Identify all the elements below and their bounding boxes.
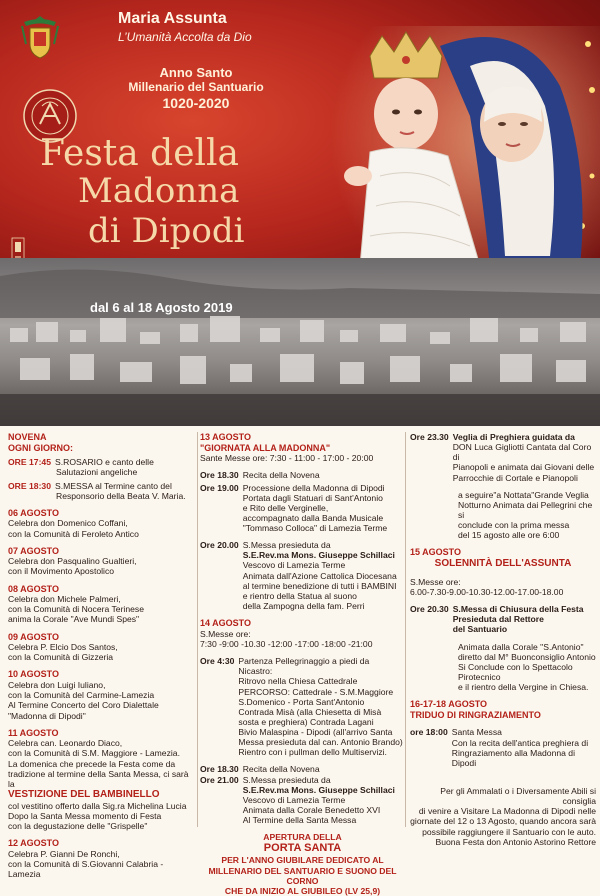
- event-text: DON Luca Gigliotti Cantata dal Coro di: [452, 442, 592, 463]
- event-text: Salutazioni angeliche: [56, 467, 138, 478]
- masses-label: S.Messe ore:: [200, 628, 251, 639]
- festival-dates: dal 6 al 18 Agosto 2019: [90, 300, 233, 315]
- event-item: [200, 656, 405, 757]
- masses-line: Sante Messe ore: 7:30 - 11:00 - 17:00 - 20:00: [200, 453, 374, 464]
- time-label: ORE 18:30: [8, 480, 51, 491]
- day-entry: [8, 669, 196, 720]
- hero-title-block: [118, 10, 318, 44]
- event-text: Animata dalla Corale Benedetto XVI: [242, 805, 381, 816]
- masses-line: 7:30 -9:00 -10.30 -12:00 -17:00 -18:00 -21:00: [200, 638, 373, 649]
- event-text: S.Messa presieduta da: [242, 540, 331, 551]
- hero-subtitle: L’Umanità Accolta da Dio: [118, 30, 252, 44]
- event-text: "Tommaso Colloca" di Lamezia Terme: [242, 523, 388, 534]
- event-item: [200, 775, 405, 826]
- event-text: Veglia di Preghiera guidata da: [452, 432, 575, 442]
- holy-year-block: [96, 66, 296, 111]
- event-text: della Zampogna della fam. Perri: [242, 601, 365, 612]
- event-text: S.ROSARIO e canto delle: [55, 457, 154, 468]
- festa-line-1: Festa della: [40, 133, 240, 174]
- time-label: Ore 4:30: [200, 656, 235, 667]
- note-line: Per gli Ammalati o i Diversamente Abili si consiglia: [440, 786, 596, 807]
- novena-heading: NOVENA: [8, 432, 47, 442]
- day-line: con la Comunità del Carmine-Lamezia: [8, 690, 155, 701]
- event-text: accompagnato dalla Banda Musicale: [242, 512, 384, 523]
- day-line: Celebra P. Elcio Dos Santos,: [8, 642, 118, 653]
- day-line: Al Termine Concerto del Coro Dialettale: [8, 700, 159, 711]
- porta-line: CHE DA INIZIO AL GIUBILEO (LV 25,9): [224, 885, 381, 896]
- event-text: Al Termine della Santa Messa: [242, 815, 357, 826]
- day-date: 10 AGOSTO: [8, 669, 60, 680]
- time-label: ORE 17:45: [8, 457, 51, 468]
- event-text: al termine benedizione di tutti i BAMBINI: [242, 580, 397, 591]
- millennium-label: Millenario del Santuario: [128, 79, 264, 94]
- masses-label: S.Messe ore:: [410, 576, 461, 587]
- event-text: PERCORSO: Cattedrale - S.M.Maggiore: [238, 686, 394, 697]
- event-text: Partenza Pellegrinaggio a piedi da Nicastro:: [238, 656, 370, 677]
- porta-santa-heading: PORTA SANTA: [263, 842, 342, 855]
- event-text: S.E.Rev.ma Mons. Giuseppe Schillaci: [242, 550, 395, 561]
- event-item: [410, 727, 596, 768]
- event-text: Parrocchie di Cortale e Pianopoli: [452, 472, 578, 483]
- day-line: con la Comunità di Feroleto Antico: [8, 528, 139, 539]
- event-text: del 15 agosto alle ore 6:00: [458, 530, 560, 541]
- day-date: 08 AGOSTO: [8, 583, 60, 594]
- day-date: 09 AGOSTO: [8, 631, 60, 642]
- day-line: Celebra don Luigi Iuliano,: [8, 680, 106, 691]
- event-text: S.Messa presieduta da: [242, 774, 331, 785]
- giornata-heading: "GIORNATA ALLA MADONNA": [200, 442, 331, 453]
- day-entry: [8, 584, 196, 625]
- time-label: Ore 19.00: [200, 482, 239, 493]
- event-text: Vescovo di Lamezia Terme: [242, 560, 346, 571]
- town-buildings-icon: [0, 258, 600, 426]
- event-text: S.Messa di Chiusura della Festa: [452, 604, 584, 615]
- event-text: Rientro con i pullman dello Multiservizi.: [238, 747, 387, 758]
- event-text: e rientro della Statua al suono: [242, 590, 357, 601]
- event-text: Notturno Animata dai Pellegrini che si: [458, 499, 593, 520]
- porta-line: MILLENARIO DEL SANTUARIO E SUONO DEL CORNO: [208, 865, 397, 886]
- event-text: S.E.Rev.ma Mons. Giuseppe Schillaci: [242, 784, 395, 795]
- event-text: e il rientro della Vergine in Chiesa.: [458, 682, 589, 693]
- event-text: Contrada Misà (alla Chiesetta di Misà: [238, 706, 382, 717]
- apertura-label: APERTURA DELLA: [263, 832, 342, 843]
- day-line: anima la Corale "Ave Mundi Spes": [8, 614, 140, 625]
- day-date: 07 AGOSTO: [8, 545, 60, 556]
- event-text: Animata dalla Corale "S.Antonio": [458, 641, 584, 652]
- column-divider: [405, 432, 406, 827]
- day-date: 06 AGOSTO: [8, 507, 60, 518]
- event-text: Messa presieduta dal can. Antonio Brando): [238, 737, 403, 748]
- event-text: S.Domenico - Porta Sant'Antonio: [238, 696, 365, 707]
- day-date: 15 AGOSTO: [410, 547, 462, 558]
- event-text: Portata dagli Statuari di Sant'Antonio: [242, 492, 383, 503]
- time-label: Ore 23.30: [410, 432, 449, 442]
- event-text: S.MESSA al Termine canto del: [55, 480, 172, 491]
- event-text: Ritrovo nella Chiesa Cattedrale: [238, 676, 358, 687]
- event-text: Presieduta dal Rettore: [452, 614, 544, 625]
- note-line: di venire a Visitare La Madonna di Dipodi nelle: [418, 806, 596, 817]
- event-text: Con la recita dell'antica preghiera di: [451, 737, 589, 748]
- time-label: ore 18:00: [410, 727, 448, 738]
- program-column-13-14: [200, 432, 405, 896]
- vestizione-heading: VESTIZIONE DEL BAMBINELLO: [8, 788, 160, 800]
- program-column-novena: [8, 432, 196, 879]
- event-item: [200, 470, 405, 480]
- note-line: Buona Festa don Antonio Astorino Rettore: [435, 836, 596, 847]
- time-label: Ore 20.30: [410, 604, 449, 615]
- event-text: del Santuario: [452, 624, 508, 635]
- corale-block: [410, 642, 596, 693]
- porta-line: PER L'ANNO GIUBILARE DEDICATO AL: [221, 855, 384, 866]
- day-entry: [8, 728, 196, 832]
- time-label: Ore 18.30: [200, 764, 239, 775]
- program-column-15-18: [410, 432, 596, 847]
- ogni-giorno-label: OGNI GIORNO:: [8, 442, 73, 453]
- time-label: Ore 20.00: [200, 540, 239, 551]
- bishop-coat-of-arms-icon: [18, 14, 62, 60]
- triduo-heading: TRIDUO DI RINGRAZIAMENTO: [410, 709, 541, 720]
- day-line: Dopo la Santa Messa momento di Festa: [8, 810, 162, 821]
- event-text: Bivio Malaspina - Dipodi (all'arrivo Santa: [238, 727, 393, 738]
- event-text: conclude con la prima messa: [458, 520, 570, 531]
- day-date: 13 AGOSTO: [200, 432, 252, 442]
- event-item: [410, 432, 596, 483]
- day-line: Celebra can. Leonardo Diaco,: [8, 738, 123, 749]
- day-date: 14 AGOSTO: [200, 618, 252, 629]
- solennita-heading: SOLENNITÀ DELL'ASSUNTA: [434, 558, 572, 570]
- day-line: con la Comunità di S.M. Maggiore - Lamezia.: [8, 748, 180, 759]
- day-entry: [8, 838, 196, 879]
- day-line: "Madonna di Dipodi": [8, 710, 86, 721]
- day-line: Celebra don Domenico Coffani,: [8, 518, 128, 529]
- nottata-block: [410, 490, 596, 541]
- day-line: con la Comunità di Gizzeria: [8, 652, 114, 663]
- day-line: tradizione al termine della Santa Messa, ci sarà la: [8, 768, 189, 789]
- time-label: Ore 21.00: [200, 774, 239, 785]
- event-item: [410, 604, 596, 634]
- holy-year-label: Anno Santo: [159, 65, 233, 80]
- day-line: Celebra don Pasqualino Gualtieri,: [8, 556, 137, 567]
- event-text: Recita della Novena: [242, 470, 320, 481]
- day-line: Celebra P. Gianni De Ronchi,: [8, 848, 120, 859]
- event-text: diretto dal M° Buonconsiglio Antonio: [458, 651, 596, 662]
- event-text: a seguire"a Nottata"Grande Veglia: [458, 489, 589, 500]
- hero-title: Maria Assunta: [118, 10, 227, 27]
- day-line: Celebra don Michele Palmeri,: [8, 594, 121, 605]
- day-line: con la Comunità di Nocera Terinese: [8, 604, 144, 615]
- column-divider: [197, 432, 198, 827]
- event-item: [200, 764, 405, 774]
- event-text: Vescovo di Lamezia Terme: [242, 794, 346, 805]
- note-line: possibile raggiungere il Santuario con le auto.: [422, 826, 596, 837]
- day-entry: [8, 632, 196, 663]
- day-line: con la Comunità di S.Giovanni Calabria - Lamezia: [8, 858, 164, 880]
- visit-note: [410, 786, 596, 847]
- day-date: 12 AGOSTO: [8, 838, 60, 849]
- event-text: Recita della Novena: [242, 764, 320, 775]
- day-line: La domenica che precede la Festa come da: [8, 758, 176, 769]
- event-text: Processione della Madonna di Dipodi: [242, 482, 385, 493]
- year-range: 1020-2020: [162, 94, 230, 111]
- day-line: con il Movimento Apostolico: [8, 566, 115, 577]
- event-item: [200, 483, 405, 534]
- event-text: Pianopoli e animata dai Giovani delle: [452, 462, 595, 473]
- day-line: con la degustazione delle "Grispelle": [8, 821, 148, 832]
- time-label: Ore 18.30: [200, 470, 239, 481]
- note-line: giornate del 12 o 13 Agosto, quando ancora sarà: [410, 816, 596, 827]
- event-item: [200, 540, 405, 611]
- event-text: Santa Messa: [451, 727, 502, 738]
- event-text: sosta e preghiera) Contrada Lagani: [238, 716, 374, 727]
- masses-line: 6.00-7.30-9.00-10.30-12.00-17.00-18.00: [410, 586, 564, 597]
- day-entry: [8, 546, 196, 577]
- event-text: Responsorio della Beata V. Maria.: [56, 490, 186, 501]
- event-text: Si Conclude con lo Spettacolo Pirotecnico: [458, 661, 573, 682]
- event-text: Ringraziamento alla Madonna di Dipodi: [451, 747, 575, 768]
- festa-line-3: di Dipodi: [88, 211, 245, 251]
- day-date: 16-17-18 AGOSTO: [410, 699, 488, 710]
- porta-santa-block: [200, 832, 405, 896]
- day-entry: [8, 508, 196, 539]
- event-text: e Rito delle Verginelle,: [242, 502, 329, 513]
- town-panorama-image: [0, 258, 600, 426]
- day-date: 11 AGOSTO: [8, 727, 59, 738]
- day-line: col vestitino offerto dalla Sig.ra Michelina Lucia: [8, 800, 187, 811]
- festa-line-2: Madonna: [78, 171, 240, 211]
- event-text: Animata dall'Azione Cattolica Diocesana: [242, 570, 397, 581]
